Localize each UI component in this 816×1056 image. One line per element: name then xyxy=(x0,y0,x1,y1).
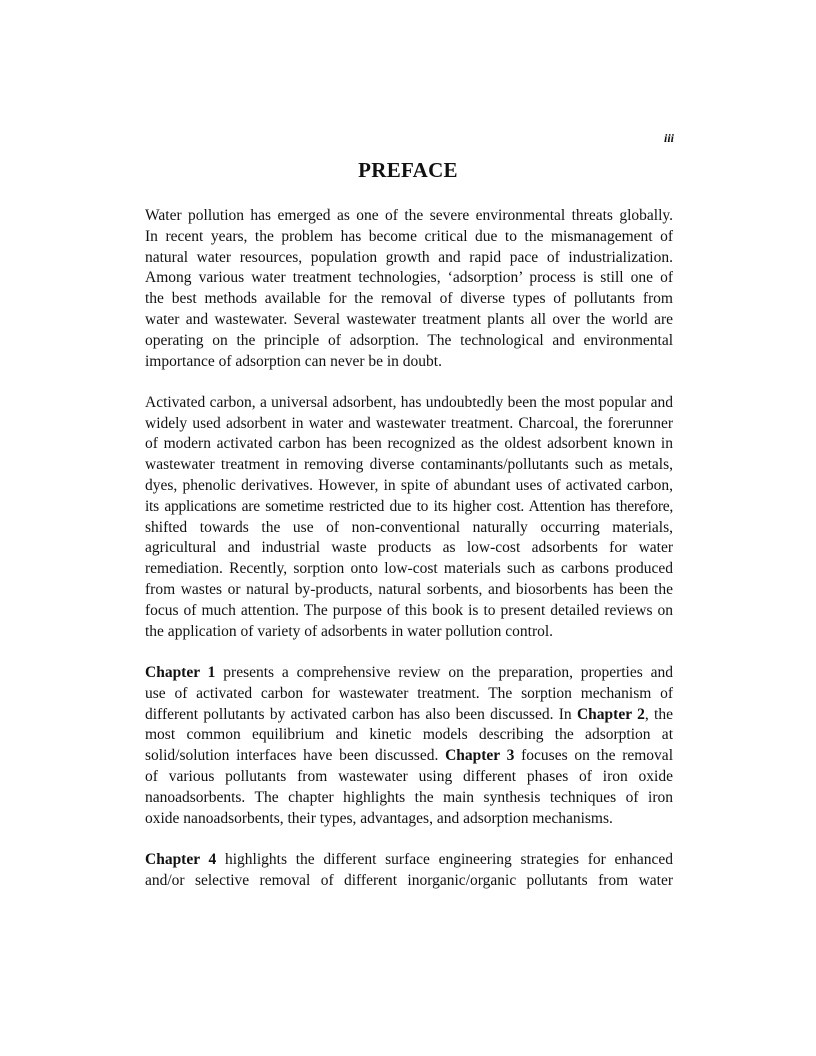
text-line xyxy=(145,497,673,518)
paragraph xyxy=(145,393,673,643)
text-line xyxy=(145,352,673,373)
chapter-reference: Chapter 3 xyxy=(445,747,515,765)
text-segment: focus of much attention. The purpose of this book is to present detailed reviews on xyxy=(145,601,673,619)
text-line xyxy=(145,788,673,809)
text-segment: Water pollution has emerged as one of the severe environmental threats globally. xyxy=(145,207,673,224)
text-segment: , the xyxy=(644,705,673,723)
text-segment: operating on the principle of adsorption. The technological and environmental xyxy=(145,331,673,349)
text-segment: the application of variety of adsorbents in water pollution control. xyxy=(145,622,554,640)
text-line xyxy=(145,331,673,352)
preface-body xyxy=(145,206,673,912)
text-segment: of modern activated carbon has been recognized as the oldest adsorbent known in xyxy=(145,435,673,453)
text-segment: agricultural and industrial waste products as low-cost adsorbents for water xyxy=(145,539,673,557)
text-segment: Activated carbon, a universal adsorbent, has undoubtedly been the most popular and xyxy=(145,393,673,411)
paragraph xyxy=(145,663,673,829)
chapter-reference: Chapter 4 xyxy=(145,850,217,868)
text-line xyxy=(145,809,673,830)
text-line xyxy=(145,871,673,892)
text-segment: In recent years, the problem has become critical due to the mismanagement of xyxy=(145,227,673,245)
text-segment: wastewater treatment in removing diverse contaminants/pollutants such as metals, xyxy=(145,456,673,474)
text-segment: the best methods available for the removal of diverse types of pollutants from xyxy=(145,290,673,308)
paragraph xyxy=(145,850,673,892)
text-line xyxy=(145,705,673,726)
text-line xyxy=(145,518,673,539)
text-segment: nanoadsorbents. The chapter highlights the main synthesis techniques of iron xyxy=(145,788,673,806)
text-segment: water and wastewater. Several wastewater treatment plants all over the world are xyxy=(145,310,673,328)
text-line xyxy=(145,393,673,414)
page-title: PREFACE xyxy=(358,158,458,182)
text-line xyxy=(145,767,673,788)
text-line xyxy=(145,414,673,435)
text-segment: most common equilibrium and kinetic models describing the adsorption at xyxy=(145,726,673,744)
text-segment: of various pollutants from wastewater using different phases of iron oxide xyxy=(145,767,673,785)
text-segment: highlights the different surface engineering strategies for enhanced xyxy=(216,850,674,868)
text-line xyxy=(145,248,673,269)
text-line xyxy=(145,725,673,746)
text-line xyxy=(145,684,673,705)
text-segment: solid/solution interfaces have been discussed. xyxy=(145,747,446,765)
text-line xyxy=(145,559,673,580)
page-number: iii xyxy=(663,131,674,145)
text-segment: presents a comprehensive review on the preparation, properties and xyxy=(215,663,673,681)
text-segment: different pollutants by activated carbon has also been discussed. In xyxy=(145,705,577,723)
chapter-reference: Chapter 1 xyxy=(145,663,216,681)
text-line xyxy=(145,580,673,601)
text-segment: oxide nanoadsorbents, their types, advantages, and adsorption mechanisms. xyxy=(145,809,613,827)
text-line xyxy=(145,663,673,684)
text-segment: focuses on the removal xyxy=(514,747,673,765)
text-line xyxy=(145,455,673,476)
text-segment: Among various water treatment technologies, ‘adsorption’ process is still one of xyxy=(145,269,673,287)
text-line xyxy=(145,227,673,248)
text-segment: from wastes or natural by-products, natural sorbents, and biosorbents has been the xyxy=(145,581,673,599)
text-line xyxy=(145,746,673,767)
paragraph xyxy=(145,206,673,372)
text-segment: widely used adsorbent in water and wastewater treatment. Charcoal, the forerunner xyxy=(145,414,673,432)
text-segment: and/or selective removal of different inorganic/organic pollutants from water xyxy=(145,871,673,889)
text-segment: importance of adsorption can never be in doubt. xyxy=(145,352,442,370)
text-line xyxy=(145,850,673,871)
text-segment: use of activated carbon for wastewater treatment. The sorption mechanism of xyxy=(145,684,673,702)
text-line xyxy=(145,289,673,310)
text-line xyxy=(145,310,673,331)
text-line xyxy=(145,622,673,643)
text-segment: remediation. Recently, sorption onto low-cost materials such as carbons produced xyxy=(145,560,673,578)
chapter-reference: Chapter 2 xyxy=(576,705,645,723)
text-segment: dyes, phenolic derivatives. However, in spite of abundant uses of activated carbon, xyxy=(145,477,673,495)
text-line xyxy=(145,268,673,289)
text-line xyxy=(145,601,673,622)
text-segment: natural water resources, population growth and rapid pace of industrialization. xyxy=(145,248,673,266)
text-line xyxy=(145,476,673,497)
text-line xyxy=(145,434,673,455)
text-segment: its applications are sometime restricted due to its higher cost. Attention has therefore, xyxy=(145,497,673,515)
text-segment: shifted towards the use of non-conventional naturally occurring materials, xyxy=(145,518,673,536)
text-line xyxy=(145,206,673,227)
text-line xyxy=(145,538,673,559)
